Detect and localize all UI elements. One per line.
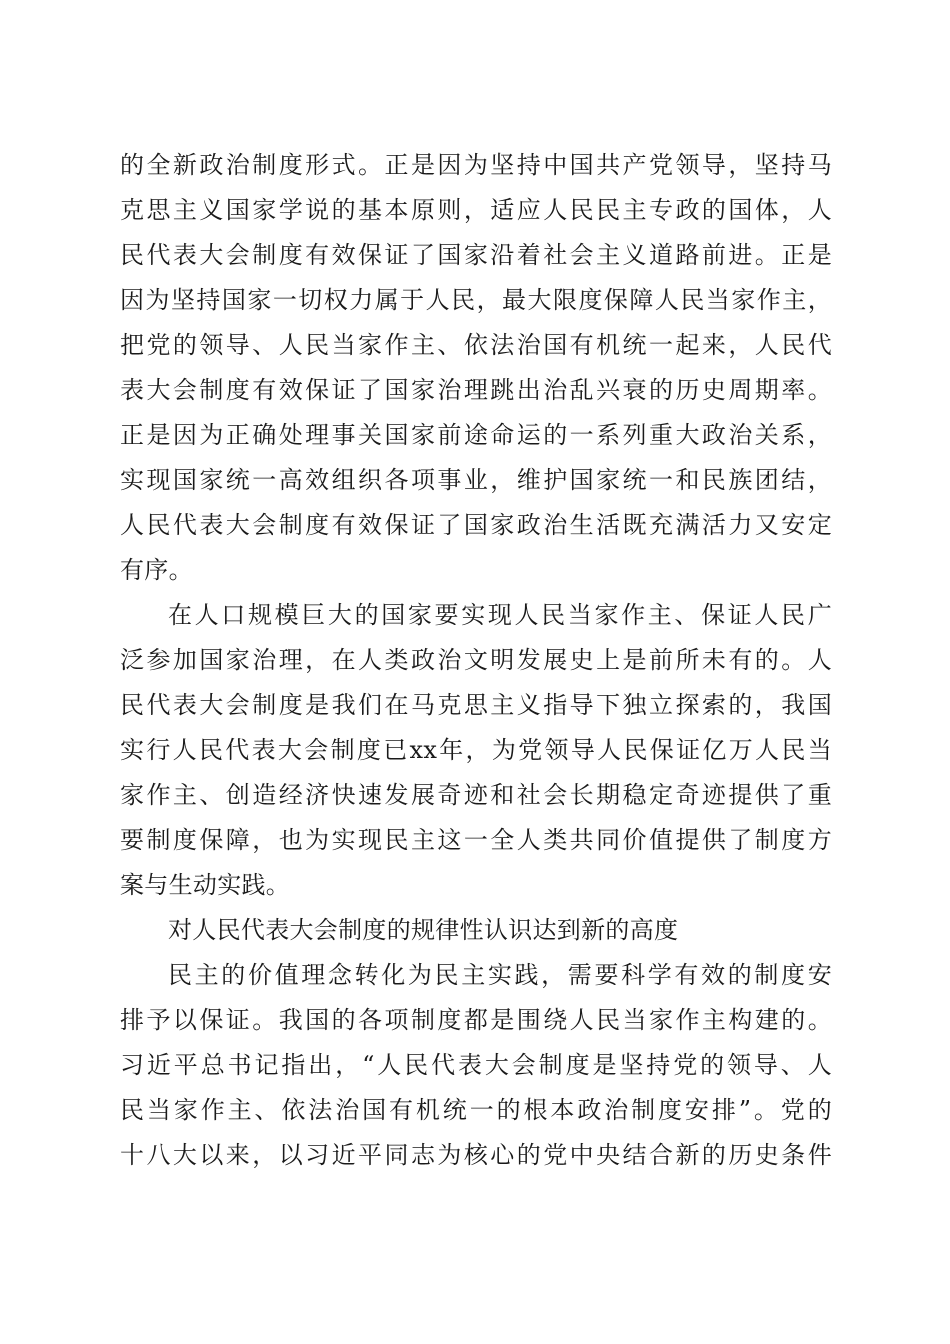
text-line: 家作主、创造经济快速发展奇迹和社会长期稳定奇迹提供了重 bbox=[120, 781, 832, 809]
text-line: 实行人民代表大会制度已xx年，为党领导人民保证亿万人民当 bbox=[120, 736, 832, 764]
text-line: 民当家作主、依法治国有机统一的根本政治制度安排”。党的 bbox=[120, 1096, 832, 1124]
text-line: 民代表大会制度有效保证了国家沿着社会主义道路前进。正是 bbox=[120, 241, 832, 269]
text-line: 因为坚持国家一切权力属于人民，最大限度保障人民当家作主， bbox=[120, 286, 832, 314]
text-line: 十八大以来，以习近平同志为核心的党中央结合新的历史条件 bbox=[120, 1141, 832, 1169]
text-line: 正是因为正确处理事关国家前途命运的一系列重大政治关系， bbox=[120, 421, 832, 449]
text-line: 有序。 bbox=[120, 556, 193, 584]
text-line: 把党的领导、人民当家作主、依法治国有机统一起来，人民代 bbox=[120, 331, 832, 359]
paragraph-body bbox=[120, 953, 832, 1178]
text-line: 的全新政治制度形式。正是因为坚持中国共产党领导，坚持马 bbox=[120, 151, 832, 179]
paragraph-body bbox=[120, 593, 832, 908]
paragraph-continuation bbox=[120, 143, 832, 593]
text-line: 泛参加国家治理，在人类政治文明发展史上是前所未有的。人 bbox=[120, 646, 832, 674]
text-line: 排予以保证。我国的各项制度都是围绕人民当家作主构建的。 bbox=[120, 1006, 832, 1034]
text-line: 民代表大会制度是我们在马克思主义指导下独立探索的，我国 bbox=[120, 691, 832, 719]
text-line: 习近平总书记指出，“人民代表大会制度是坚持党的领导、人 bbox=[120, 1051, 832, 1079]
text-line: 人民代表大会制度有效保证了国家政治生活既充满活力又安定 bbox=[120, 511, 832, 539]
text-line: 要制度保障，也为实现民主这一全人类共同价值提供了制度方 bbox=[120, 826, 832, 854]
document-body bbox=[120, 143, 832, 1178]
text-line: 民主的价值理念转化为民主实践，需要科学有效的制度安 bbox=[168, 961, 832, 989]
heading-text: 对人民代表大会制度的规律性认识达到新的高度 bbox=[168, 916, 679, 944]
section-heading bbox=[120, 908, 832, 953]
text-line: 在人口规模巨大的国家要实现人民当家作主、保证人民广 bbox=[168, 601, 832, 629]
text-line: 案与生动实践。 bbox=[120, 871, 291, 899]
text-line: 实现国家统一高效组织各项事业，维护国家统一和民族团结， bbox=[120, 466, 832, 494]
text-line: 表大会制度有效保证了国家治理跳出治乱兴衰的历史周期率。 bbox=[120, 376, 832, 404]
text-line: 克思主义国家学说的基本原则，适应人民民主专政的国体，人 bbox=[120, 196, 832, 224]
